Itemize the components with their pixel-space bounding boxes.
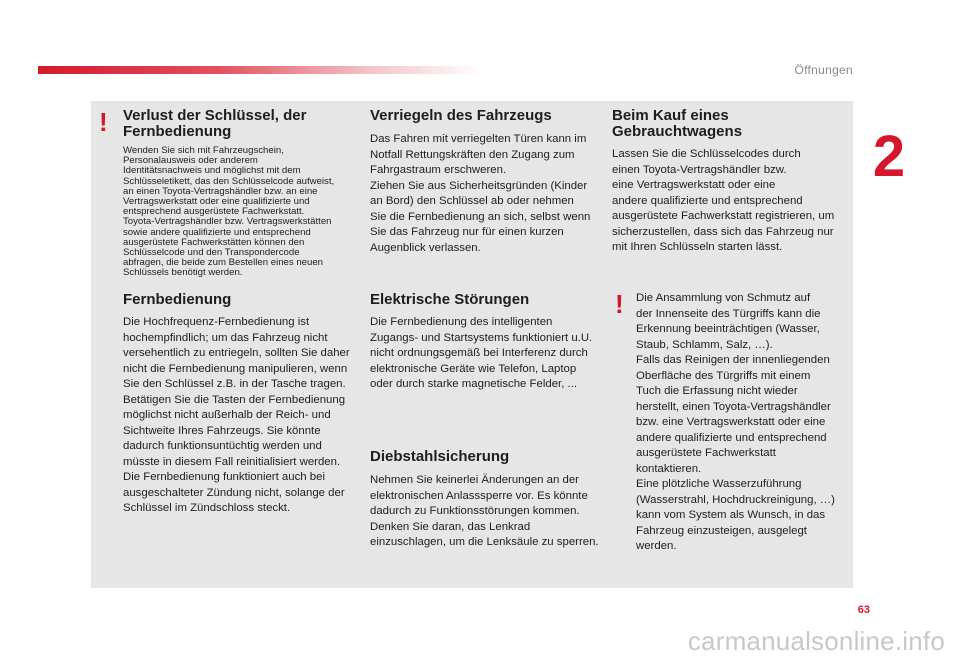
warning-icon: ! (99, 107, 108, 137)
theft-text: Nehmen Sie keinerlei Änderungen an der elektronischen Anlasssperre vor. Es könnte dadurch zu Funktionsstörungen kommen. Denken Sie daran, das Lenkrad einzuschlagen, um die Lenksäule zu sperren. (370, 474, 599, 548)
remote-section (123, 292, 363, 517)
electric-text: Die Fernbedienung des intelligenten Zugangs- und Startsystems funktioniert u.U. nicht ordnungsgemäß bei Interferenz durch elektronische Geräte wie Telefon, Laptop oder durch starke magnetische Felder, ... (370, 316, 593, 390)
lock-section (370, 108, 610, 256)
electric-section (370, 292, 610, 393)
header-accent-bar (38, 66, 483, 74)
dirt-warning (636, 291, 850, 555)
lost-keys-text: Wenden Sie sich mit Fahrzeugschein, Personalausweis oder anderem Identitätsnachweis und möglichst mit dem Schlüsseletikett, das den Schlüsselcode aufweist, an einen Toyota-Vertragshändler bzw. an eine Vertragswerkstatt oder eine qualifizierte und entsprechend ausgerüstete Fachwerkstatt. Toyota-Vertragshändler bzw. Vertragswerkstätten sowie andere qualifizierte und entsprechend ausgerüstete Fachwerkstätten können den Schlüsselcode und den Transpondercode abfragen, die beide zum Bestellen eines neuen Schlüssels benötigt werden. (123, 145, 335, 279)
warning-icon: ! (615, 289, 624, 319)
remote-text: Die Hochfrequenz-Fernbedienung ist hochempfindlich; um das Fahrzeug nicht versehentlich zu entriegeln, sollten Sie daher nicht die Fernbedienung manipulieren, wenn Sie den Schlüssel z.B. in der Tasche tragen. Betätigen Sie die Tasten der Fernbedienung möglichst nicht außerhalb der Reich- und Sichtweite Ihres Fahrzeugs. Sie könnte dadurch funktionsuntüchtig werden und müsste in diesem Fall reinitialisiert werden. Die Fernbedienung funktioniert auch bei ausgeschalteter Zündung nicht, solange der Schlüssel im Zündschloss steckt. (123, 316, 350, 514)
page-number: 63 (857, 604, 870, 616)
section-title: Öffnungen (794, 63, 853, 77)
theft-title: Diebstahlsicherung (370, 448, 510, 465)
lost-keys-title: Verlust der Schlüssel, der Fernbedienung (123, 107, 307, 140)
lock-title: Verriegeln des Fahrzeugs (370, 107, 552, 124)
dirt-text: Die Ansammlung von Schmutz auf der Innenseite des Türgriffs kann die Erkennung beeinträchtigen (Wasser, Staub, Schlamm, Salz, …). Falls das Reinigen der innenliegenden Oberfläche des Türgriffs mit einem Tuch die Erfassung nicht wieder herstellt, einen Toyota-Vertragshändler bzw. eine Vertragswerkstatt oder eine andere qualifizierte und entsprechend ausgerüstete Fachwerkstatt kontaktieren. Eine plötzliche Wasserzuführung (Wasserstrahl, Hochdruckreinigung, …) kann vom System als Wunsch, in das Fahrzeug einzusteigen, ausgelegt werden. (636, 292, 835, 552)
used-car-title: Beim Kauf eines Gebrauchtwagens (612, 107, 743, 140)
electric-title: Elektrische Störungen (370, 291, 530, 308)
theft-section (370, 449, 610, 551)
lost-keys-warning (123, 108, 363, 279)
used-car-section (612, 108, 847, 256)
remote-title: Fernbedienung (123, 291, 232, 308)
watermark: carmanualsonline.info (687, 626, 945, 656)
chapter-number: 2 (872, 124, 906, 189)
used-car-text: Lassen Sie die Schlüsselcodes durch einen Toyota-Vertragshändler bzw. eine Vertragswerkstatt oder eine andere qualifizierte und entsprechend ausgerüstete Fachwerkstatt registrieren, um sicherzustellen, dass sich das Fahrzeug nur mit Ihren Schlüsseln starten lässt. (612, 148, 835, 253)
lock-text: Das Fahren mit verriegelten Türen kann im Notfall Rettungskräften den Zugang zum Fahrgastraum erschweren. Ziehen Sie aus Sicherheitsgründen (Kinder an Bord) den Schlüssel ab oder nehmen Sie die Fernbedienung an sich, selbst wenn Sie das Fahrzeug nur für einen kurzen Augenblick verlassen. (370, 133, 591, 254)
